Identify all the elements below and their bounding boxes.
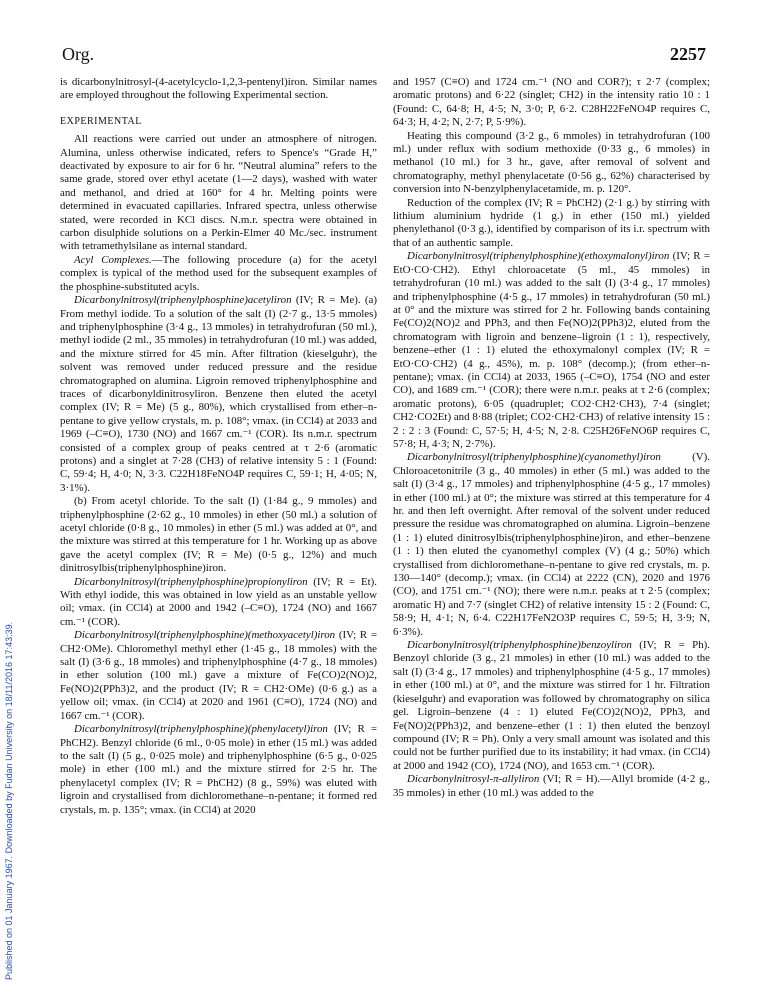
ethoxymalonyl-text: (IV; R = EtO·CO·CH2). Ethyl chloroacetate (5 ml., 45 mmoles) in tetrahydrofuran (10 ml.) was added to the salt (I) (3·4 g., 17 mmoles) and triphenylphosphine (4·5 g., 17 mmoles) in tetrahydrofuran (50 ml.) at 0° and the mixture was stirred for 2 hr. Following bands containing Fe(CO)2(NO)2 and PPh3, and then Fe(NO)2(PPh3)2, eluted from the chromatogram with ligroin and benzene–ligroin (1 : 1), respectively, benzene–ether (1 : 1) eluted the ethoxymalonyl complex (IV; R = EtO·CO·CH2) (4 g., 45%), m. p. 108° (decomp.); (from ether–n-pentane); νmax. (in CCl4) at 2033, 1965 (–C≡O), 1754 (NO and ester CO), and 1689 cm.⁻¹ (COR); there were n.m.r. peaks at τ 2·6 (complex; aromatic protons), 6·05 (quadruplet; CO2·CH2·CH3), 7·4 (singlet; CH2·CO2Et) and 8·88 (triplet; CO2·CH2·CH3) of relative intensity 15 : 2 : 2 : 3 (Found: C, 57·5; H, 4·5; N, 2·8. C25H26FeNO6P requires C, 57·8; H, 4·3; N, 2·7%). <box>393 250 710 450</box>
reduction-paragraph: Reduction of the complex (IV; R = PhCH2) (2·1 g.) by stirring with lithium aluminium hydride (1 g.) in ether (150 ml.) yielded phenylethanol (0·3 g.), identified by comparison of its i.r. spectrum with that of an authentic sample. <box>393 196 710 249</box>
page-number: 2257 <box>670 44 706 64</box>
acetyl-paragraph <box>60 294 377 495</box>
section-heading-experimental: EXPERIMENTAL <box>60 115 142 127</box>
phenylacetyl-heading: Dicarbonylnitrosyl(triphenylphosphine)(phenylacetyl)iron <box>74 723 328 736</box>
publication-sidebar-link[interactable]: Published on 01 January 1967. Downloaded by Fudan University on 18/11/2016 17:43:39. <box>4 621 14 980</box>
acetyl-heading: Dicarbonylnitrosyl(triphenylphosphine)acetyliron <box>74 294 292 307</box>
right-column <box>393 76 710 800</box>
phenylacetyl-text: (IV; R = PhCH2). Benzyl chloride (6 ml., 0·05 mole) in ether (15 ml.) was added to the salt (I) (5 g., 0·025 mole) and triphenylphosphine (6·5 g., 0·025 mole) in ether (100 ml.) and the mixture stirred for 2·5 hr. The phenylacetyl complex (IV; R = PhCH2) (8 g., 59%) was eluted with ligroin and crystallised from dichloromethane–n-pentane; it formed red crystals, m. p. 135°; νmax. (in CCl4) at 2020 <box>60 723 377 816</box>
propionyl-heading: Dicarbonylnitrosyl(triphenylphosphine)propionyliron <box>74 575 308 588</box>
general-methods-paragraph: All reactions were carried out under an atmosphere of nitrogen. Alumina, unless otherwise indicated, refers to Spence's “Grade H,” deactivated by exposure to air for 6 hr. “Neutral alumina” refers to the same grade, stored over ethyl acetate (1—2 days), washed with water and methanol, and dried at 160° for 4 hr. Melting points were determined in evacuated capillaries. Infrared spectra, unless otherwise stated, were recorded in KCl discs. N.m.r. spectra were obtained in carbon disulphide solutions on a Perkin-Elmer 40 Mc./sec. instrument with tetramethylsilane as internal standard. <box>60 133 377 253</box>
cyanomethyl-heading: Dicarbonylnitrosyl(triphenylphosphine)(cyanomethyl)iron <box>407 451 661 464</box>
continuation-paragraph: and 1957 (C≡O) and 1724 cm.⁻¹ (NO and COR?); τ 2·7 (complex; aromatic protons) and 6·22 (singlet; CH2) in the intensity ratio 10 : 1 (Found: C, 64·8; H, 4·5; N, 3·0; P, 6·2. C28H22FeNO4P requires C, 64·3; H, 4·2; N, 2·7; P, 5·9%). <box>393 76 710 129</box>
phenylacetyl-paragraph <box>60 723 377 817</box>
allyliron-heading: Dicarbonylnitrosyl-π-allyliron <box>407 773 540 786</box>
benzoyl-heading: Dicarbonylnitrosyl(triphenylphosphine)benzoyliron <box>407 639 632 652</box>
left-column <box>60 76 377 817</box>
acetyl-b-paragraph: (b) From acetyl chloride. To the salt (I) (1·84 g., 9 mmoles) and triphenylphosphine (2·62 g., 10 mmoles) in ether (50 ml.) a solution of acetyl chloride (0·8 g., 10 mmoles) in ether (5 ml.) was added at 0°, and the mixture was stirred at this temperature for 1 hr. Working up as above gave the acetyl complex (IV; R = Me) (0·5 g., 12%) and much dinitrosylbis(triphenylphosphine)iron. <box>60 495 377 575</box>
propionyl-text: (IV; R = Et). With ethyl iodide, this was obtained in low yield as an unstable yellow oil; νmax. (in CCl4) at 2000 and 1942 (–C≡O), 1724 (NO) and 1667 cm.⁻¹ (COR). <box>60 575 377 628</box>
methoxyacetyl-heading: Dicarbonylnitrosyl(triphenylphosphine)(methoxyacetyl)iron <box>74 629 336 642</box>
acyl-complexes-heading: Acyl Complexes. <box>74 253 152 266</box>
propionyl-paragraph <box>60 576 377 630</box>
journal-section-header: Org. <box>62 44 95 64</box>
heating-paragraph: Heating this compound (3·2 g., 6 mmoles) in tetrahydrofuran (100 ml.) under reflux with sodium methoxide (0·33 g., 6 mmoles) in methanol (10 ml.) for 3 hr., gave, after removal of solvent and chromatography, methyl phenylacetate (0·56 g., 62%) characterised by conversion into N-benzylphenylacetamide, m. p. 120°. <box>393 129 710 196</box>
benzoyl-paragraph <box>393 639 710 773</box>
ethoxymalonyl-paragraph <box>393 250 710 451</box>
methoxyacetyl-paragraph <box>60 629 377 723</box>
ethoxymalonyl-heading: Dicarbonylnitrosyl(triphenylphosphine)(ethoxymalonyl)iron <box>407 250 670 263</box>
acyl-complexes-text: —The following procedure (a) for the acetyl complex is typical of the method used for the subsequent examples of the phosphine-substituted acyls. <box>60 253 377 293</box>
cyanomethyl-text: (V). Chloroacetonitrile (3 g., 40 mmoles) in ether (5 ml.) was added to the salt (I) (3·4 g., 17 mmoles) and triphenylphosphine (4·5 g., 17 mmoles) in ether (100 ml.) at 0°; the mixture was stirred at this temperature for 4 hr. and then left overnight. After removal of the solvent under reduced pressure the residue was chromatographed on alumina. Ligroin–benzene (1 : 1) eluted dinitrosylbis(triphenylphosphine)iron, and ether–benzene (1 : 1) then eluted the cyanomethyl complex (V) (4 g.; 50%) which crystallised from dichloromethane–n-pentane to give red crystals, m. p. 130—140° (decomp.); νmax. (in CCl4) at 2222 (CN), 2020 and 1976 (CO), and 1751 cm.⁻¹ (NO); there were n.m.r. peaks at τ 2·5 (complex; aromatic H) and 7·7 (singlet CH2) of relative intensity 15 : 2 (Found: C, 58·9; H, 4·1; N, 6·4. C22H17FeN2O3P requires C, 59·5; H, 3·9; N, 6·3%). <box>393 451 710 638</box>
cyanomethyl-paragraph <box>393 451 710 639</box>
benzoyl-text: (IV; R = Ph). Benzoyl chloride (3 g., 21 mmoles) in ether (10 ml.) was added to the salt (I) (3·4 g., 17 mmoles) and triphenylphosphine (4·5 g., 17 mmoles) in ether (100 ml.) at 0°, and the mixture was stirred for 1 hr. Filtration (kieselguhr) and evaporation was followed by chromatography on silica gel. Ligroin–benzene (4 : 1) eluted Fe(CO)2(NO)2, PPh3, and Fe(NO)2(PPh3)2, and benzene–ether (1 : 1) then eluted the benzoyl compound (IV; R = Ph). Only a very small amount was isolated and this could not be further purified due to its instability; it had νmax. (in CCl4) at 2000 and 1942 (CO), 1724 (NO), and 1653 cm.⁻¹ (COR). <box>393 639 710 772</box>
acyl-complexes-paragraph <box>60 254 377 294</box>
acetyl-text: (IV; R = Me). (a) From methyl iodide. To a solution of the salt (I) (2·7 g., 13·5 mmoles) and triphenylphosphine (3·4 g., 13 mmoles) in tetrahydrofuran (50 ml.), methyl iodide (2 ml., 35 mmoles) in tetrahydrofuran (10 ml.) was added, and the mixture stirred for 45 min. After filtration (kieselguhr), the solvent was removed under reduced pressure and the residue chromatographed on alumina. Ligroin removed triphenylphosphine and traces of dicarbonyldinitrosyliron. Benzene then eluted the acetyl complex (IV; R = Me) (5 g., 80%), which crystallised from ether–n-pentane to give yellow crystals, m. p. 108°; νmax. (in CCl4) at 2033 and 1969 (–C≡O), 1730 (NO) and 1667 cm.⁻¹ (COR). Its n.m.r. spectrum consisted of a complex group of peaks centred at τ 2·6 (aromatic protons) and a singlet at 7·28 (CH3) of relative intensity 5 : 1 (Found: C, 59·4; H, 4·0; N, 3·3. C22H18FeNO4P requires C, 59·1; H, 4·05; N, 3·1%). <box>60 294 377 494</box>
intro-paragraph: is dicarbonylnitrosyl-(4-acetylcyclo-1,2,3-pentenyl)iron. Similar names are employed throughout the following Experimental section. <box>60 76 377 102</box>
methoxyacetyl-text: (IV; R = CH2·OMe). Chloromethyl methyl ether (1·45 g., 18 mmoles) with the salt (I) (3·6 g., 18 mmoles) and triphenylphosphine (4·7 g., 18 mmoles) in ether solution (100 ml.) gave a mixture of Fe(CO)2(NO)2, Fe(NO)2(PPh3)2, and the product (IV; R = CH2·OMe) (0·6 g.) as a yellow oil; νmax. (in CCl4) at 2020 and 1961 (C≡O), 1724 (NO) and 1667 cm.⁻¹ (COR). <box>60 629 377 722</box>
allyliron-paragraph <box>393 773 710 800</box>
allyliron-text: (VI; R = H).—Allyl bromide (4·2 g., 35 mmoles) in ether (10 ml.) was added to the <box>393 773 710 799</box>
